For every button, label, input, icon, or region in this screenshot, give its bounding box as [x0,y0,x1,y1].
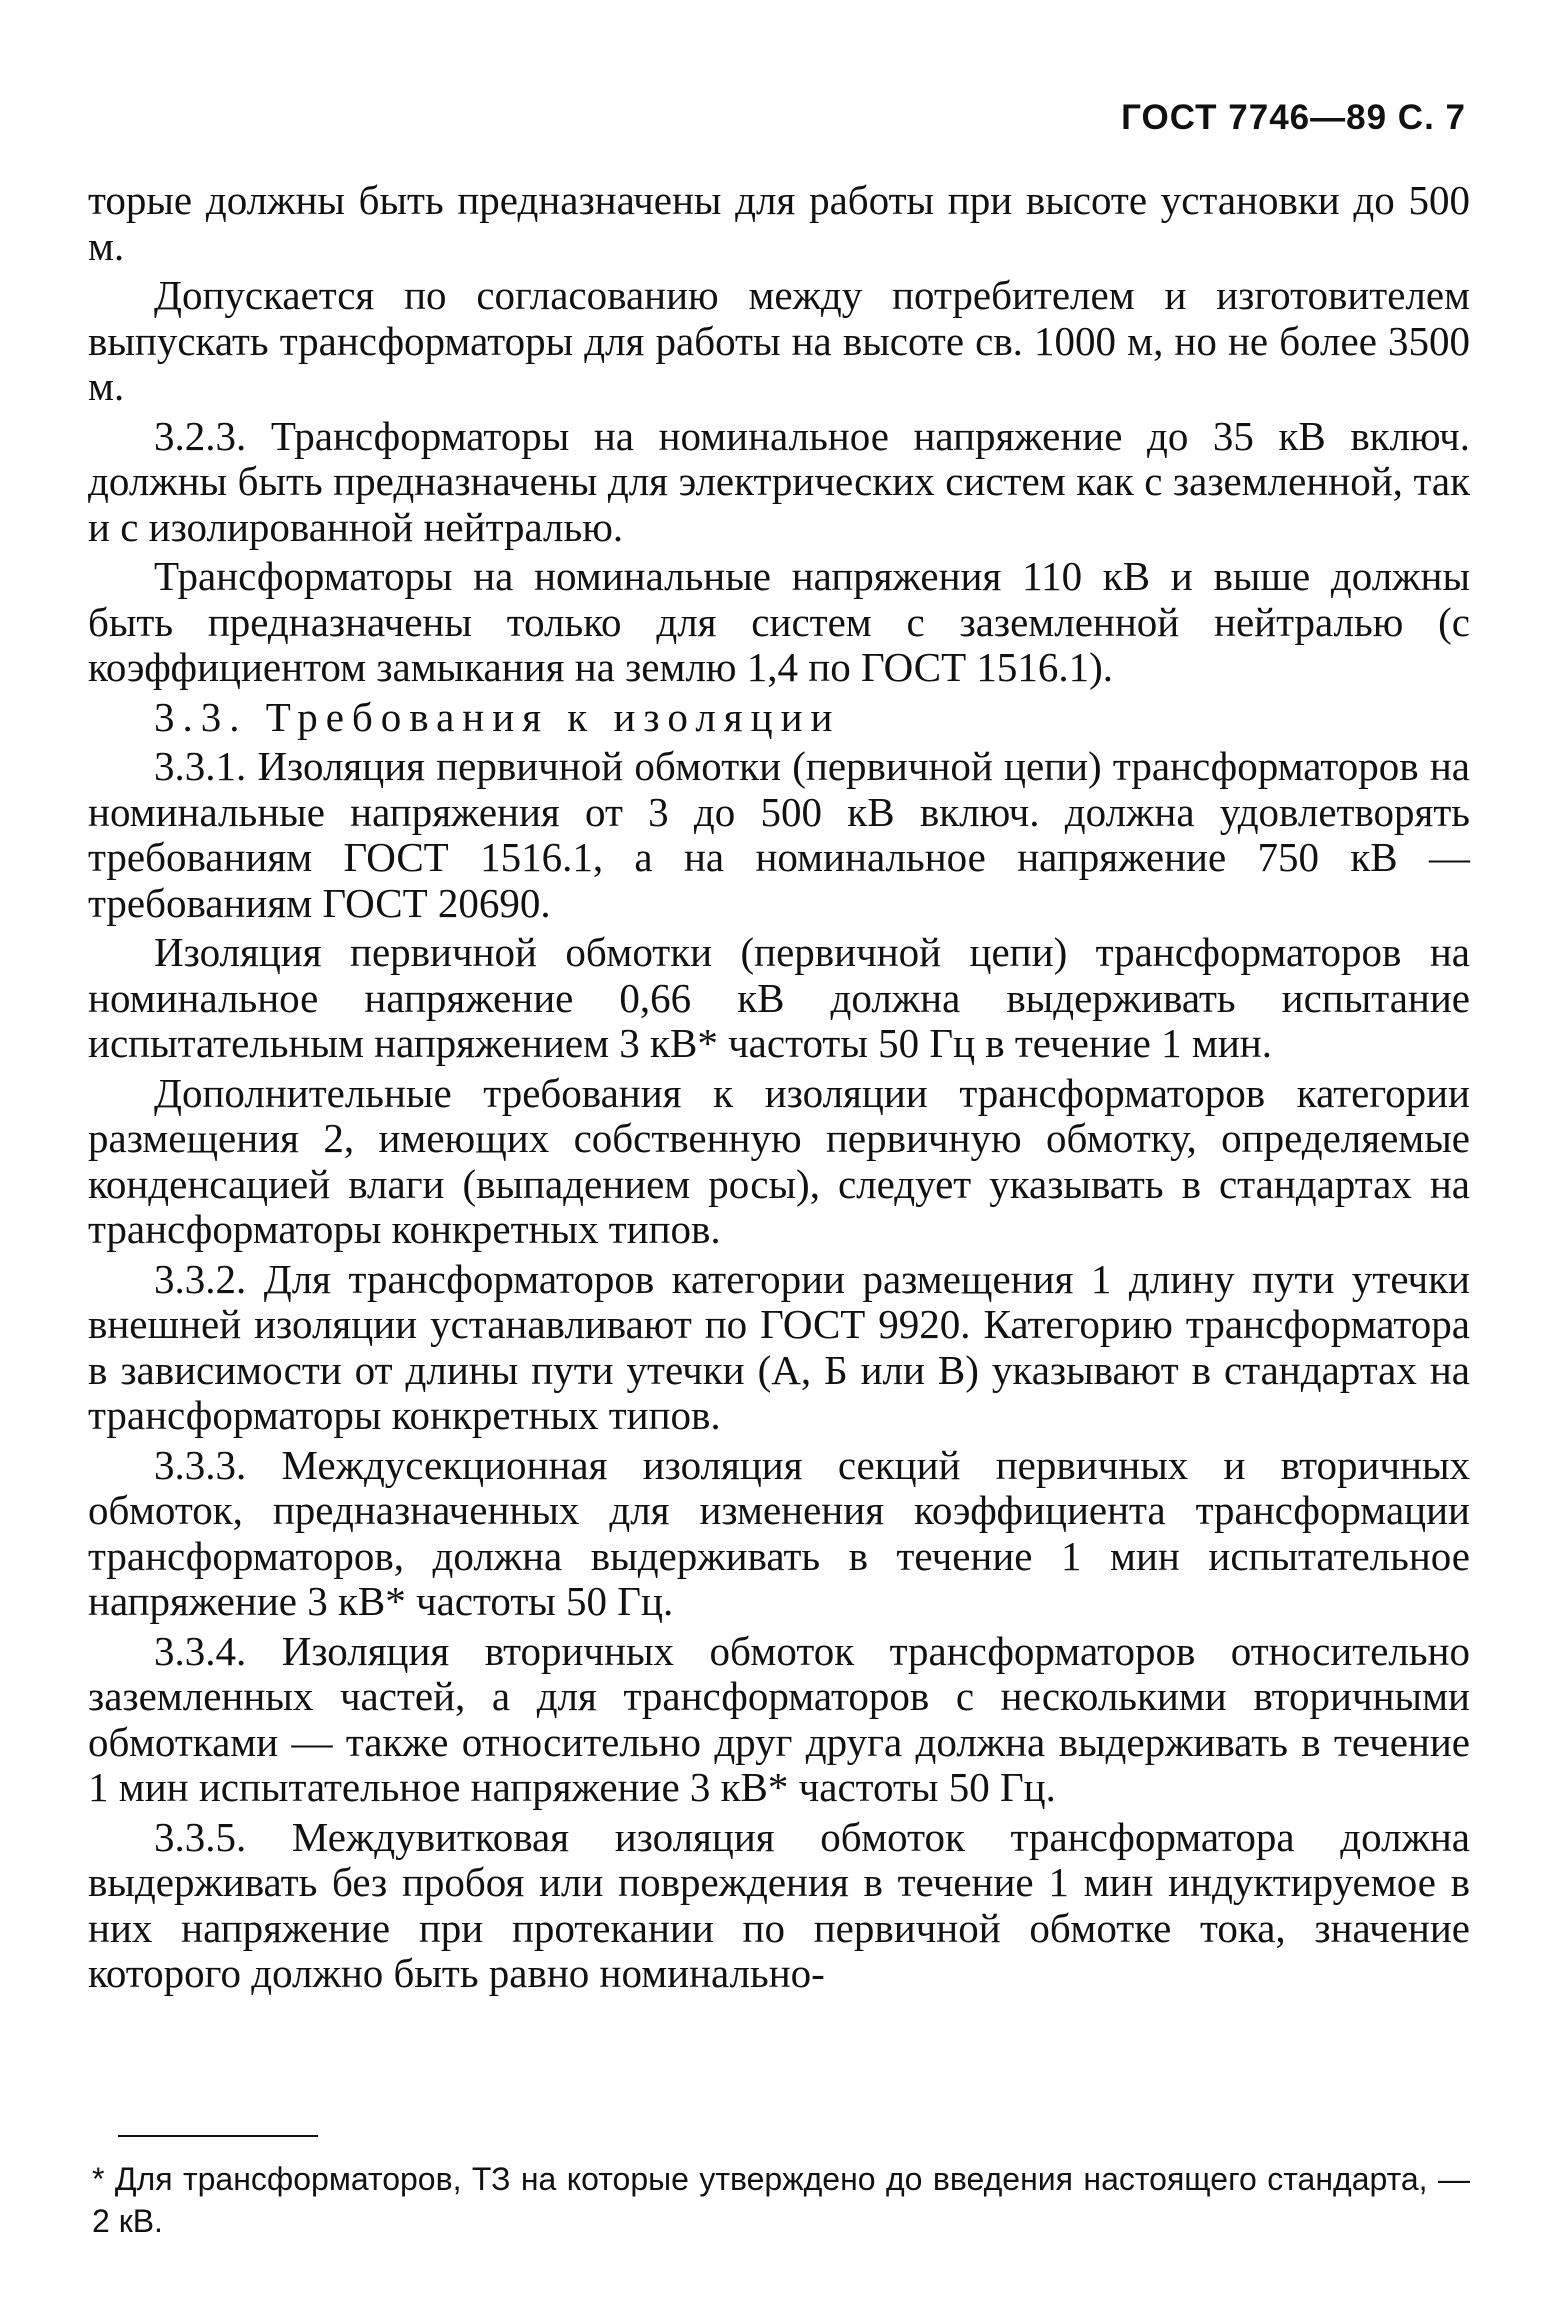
paragraph-continuation: торые должны быть предназначены для работы при высоте установки до 500 м. [88,177,1470,269]
paragraph-3-2-3: 3.2.3. Трансформаторы на номинальное напряжение до 35 кВ включ. должны быть предназначены для электрических систем как с заземленной, так и с изолированной нейтралью. [88,412,1470,550]
paragraph-3-3-5: 3.3.5. Междувитковая изоляция обмоток трансформатора должна выдерживать без пробоя или повреждения в течение 1 мин индуктируемое в них напряжение при протекании по первичной обмотке тока, значение которого должно быть равно номинально- [88,1813,1470,1996]
running-header: ГОСТ 7746—89 С. 7 [1121,98,1466,137]
paragraph-066kv: Изоляция первичной обмотки (первичной цепи) трансформаторов на номинальное напряжение 0,66 кВ должна выдерживать испытание испытательным напряжением 3 кВ* частоты 50 Гц в течение 1 мин. [88,929,1470,1066]
paragraph-3-3-2: 3.3.2. Для трансформаторов категории размещения 1 длину пути утечки внешней изоляции устанавливают по ГОСТ 9920. Категорию трансформатора в зависимости от длины пути утечки (А, Б или В) указывают в стандартах на трансформаторы конкретных типов. [88,1255,1470,1438]
document-body [88,178,1470,1997]
paragraph-3-3-4: 3.3.4. Изоляция вторичных обмоток трансформаторов относительно заземленных частей, а для трансформаторов с несколькими вторичными обмотками — также относительно друг друга должна выдерживать в течение 1 мин испытательное напряжение 3 кВ* частоты 50 Гц. [88,1627,1470,1810]
footnote-divider [118,2135,318,2137]
paragraph-3-3-1: 3.3.1. Изоляция первичной обмотки (первичной цепи) трансформаторов на номинальные напряжения от 3 до 500 кВ включ. должна удовлетворять требованиям ГОСТ 1516.1, а на номинальное напряжение 750 кВ — требованиям ГОСТ 20690. [88,743,1470,926]
paragraph-altitude-agreement: Допускается по согласованию между потребителем и изготовителем выпускать трансформаторы для работы на высоте св. 1000 м, но не более 3500 м. [88,272,1470,409]
paragraph-110kv: Трансформаторы на номинальные напряжения 110 кВ и выше должны быть предназначены только для систем с заземленной нейтралью (с коэффициентом замыкания на землю 1,4 по ГОСТ 1516.1). [88,553,1470,690]
footnote: * Для трансформаторов, ТЗ на которые утверждено до введения настоящего стандарта, — 2 кВ. [92,2161,1470,2239]
paragraph-additional-requirements: Дополнительные требования к изоляции трансформаторов категории размещения 2, имеющих собственную первичную обмотку, определяемые конденсацией влаги (выпадением росы), следует указывать в стандартах на трансформаторы конкретных типов. [88,1069,1470,1252]
paragraph-3-3-3: 3.3.3. Междусекционная изоляция секций первичных и вторичных обмоток, предназначенных для изменения коэффициента трансформации трансформаторов, должна выдерживать в течение 1 мин испытательное напряжение 3 кВ* частоты 50 Гц. [88,1441,1470,1624]
section-heading-3-3: 3.3. Требования к изоляции [154,693,841,740]
